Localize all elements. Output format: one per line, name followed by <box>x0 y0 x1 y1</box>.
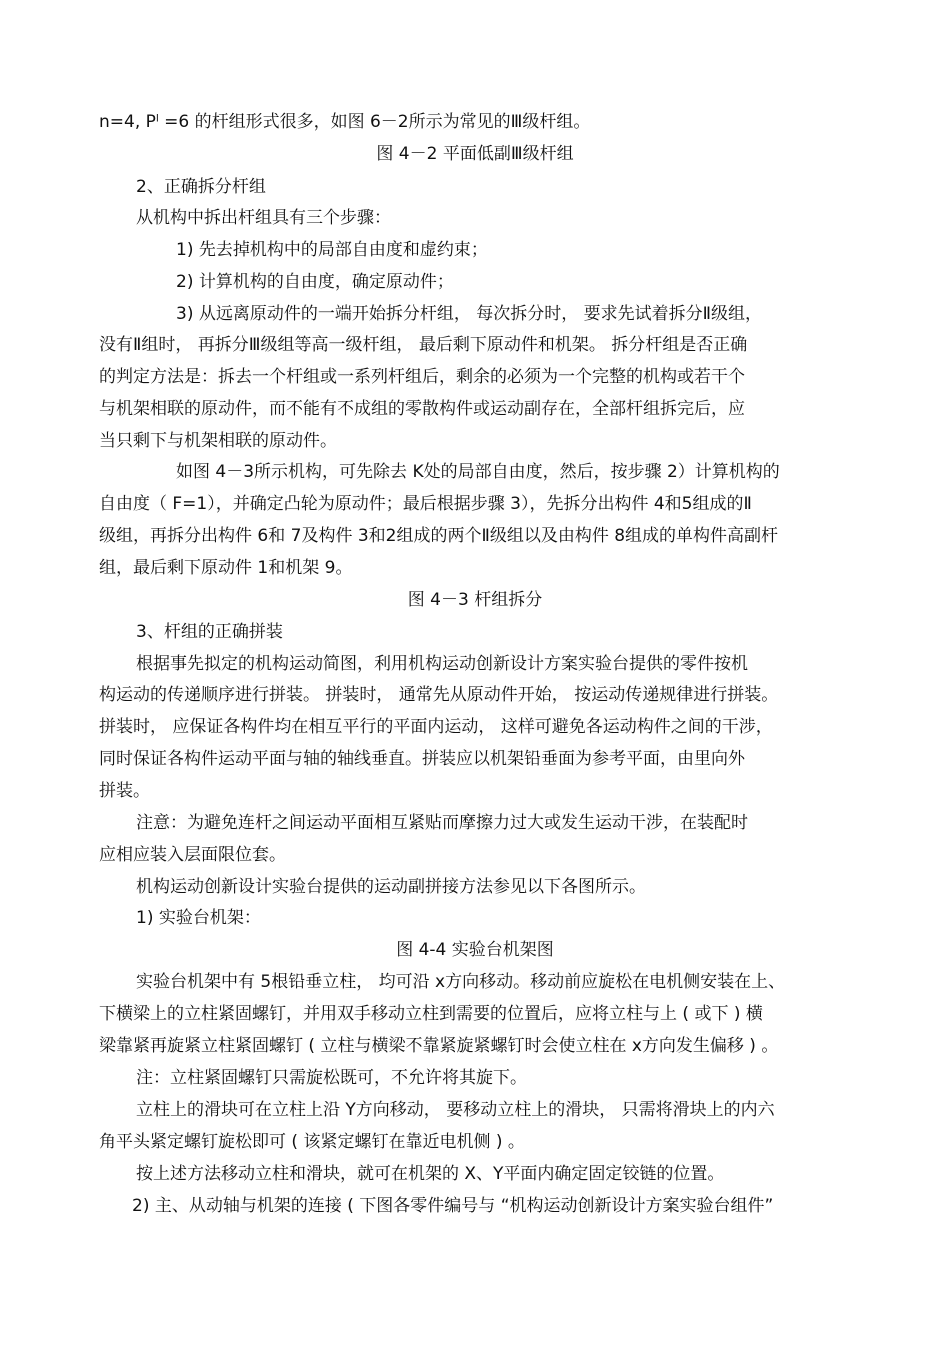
text-line: 同时保证各构件运动平面与轴的轴线垂直。拼装应以机架铅垂面为参考平面，由里向外 <box>99 749 745 769</box>
section-heading: 2、正确拆分杆组 <box>136 177 266 197</box>
text-line: 没有Ⅱ组时， 再拆分Ⅲ级组等高一级杆组， 最后剩下原动件和机架。 拆分杆组是否正确 <box>99 335 748 355</box>
text-line: 与机架相联的原动件，而不能有不成组的零散构件或运动副存在，全部杆组拆完后，应 <box>99 399 745 419</box>
text-line: 根据事先拟定的机构运动简图，利用机构运动创新设计方案实验台提供的零件按机 <box>136 654 748 674</box>
text-line: 当只剩下与机架相联的原动件。 <box>99 431 337 451</box>
text-line: 自由度（ F=1），并确定凸轮为原动件；最后根据步骤 3），先拆分出构件 4和5组成的Ⅱ <box>99 494 752 514</box>
text-line: 角平头紧定螺钉旋松即可 ( 该紧定螺钉在靠近电机侧 ) 。 <box>99 1132 525 1152</box>
text-line: 构运动的传递顺序进行拼装。 拼装时， 通常先从原动件开始， 按运动传递规律进行拼装。 <box>99 685 779 705</box>
text-line: 拼装时， 应保证各构件均在相互平行的平面内运动， 这样可避免各运动构件之间的干涉， <box>99 717 773 737</box>
text-line: 组，最后剩下原动件 1和机架 9。 <box>99 558 353 578</box>
text-line: 梁靠紧再旋紧立柱紧固螺钉 ( 立柱与横梁不靠紧旋紧螺钉时会使立柱在 x方向发生偏移 ) 。 <box>99 1036 779 1056</box>
text-line: 实验台机架中有 5根铅垂立柱， 均可沿 x方向移动。移动前应旋松在电机侧安装在上、 <box>136 972 786 992</box>
list-item: 2) 计算机构的自由度，确定原动件； <box>176 272 454 292</box>
list-item: 1) 先去掉机构中的局部自由度和虚约束； <box>176 240 488 260</box>
figure-caption: 图 4－3 杆组拆分 <box>407 590 543 610</box>
text-line: 按上述方法移动立柱和滑块，就可在机架的 X、Y平面内确定固定铰链的位置。 <box>136 1164 725 1184</box>
text-line: 拼装。 <box>99 781 150 801</box>
text-line: 如图 4－3所示机构，可先除去 K处的局部自由度，然后，按步骤 2）计算机构的 <box>176 462 780 482</box>
text-line: n=4, Pˡ =6 的杆组形式很多，如图 6－2所示为常见的Ⅲ级杆组。 <box>99 112 591 132</box>
note-line: 应相应装入层面限位套。 <box>99 845 286 865</box>
text-line: 下横梁上的立柱紧固螺钉，并用双手移动立柱到需要的位置后，应将立柱与上 ( 或下 ) 横 <box>99 1004 763 1024</box>
text-line: 的判定方法是：拆去一个杆组或一系列杆组后，剩余的必须为一个完整的机构或若干个 <box>99 367 745 387</box>
section-heading: 3、杆组的正确拼装 <box>136 622 283 642</box>
text-line: 机构运动创新设计实验台提供的运动副拼接方法参见以下各图所示。 <box>136 877 646 897</box>
text-line: 从机构中拆出杆组具有三个步骤： <box>136 208 391 228</box>
text-line: 级组，再拆分出构件 6和 7及构件 3和2组成的两个Ⅱ级组以及由构件 8组成的单构件高副杆 <box>99 526 779 546</box>
note-line: 注意：为避免连杆之间运动平面相互紧贴而摩擦力过大或发生运动干涉，在装配时 <box>136 813 748 833</box>
figure-caption: 图 4-4 实验台机架图 <box>396 940 554 960</box>
list-item: 3) 从远离原动件的一端开始拆分杆组， 每次拆分时， 要求先试着拆分Ⅱ级组， <box>176 304 763 324</box>
figure-caption: 图 4－2 平面低副Ⅲ级杆组 <box>376 144 574 164</box>
list-item: 2) 主、从动轴与机架的连接 ( 下图各零件编号与 “机构运动创新设计方案实验台组件” <box>132 1196 774 1216</box>
text-line: 立柱上的滑块可在立柱上沿 Y方向移动， 要移动立柱上的滑块， 只需将滑块上的内六 <box>136 1100 775 1120</box>
list-item: 1) 实验台机架： <box>136 908 261 928</box>
note-line: 注：立柱紧固螺钉只需旋松既可，不允许将其旋下。 <box>136 1068 527 1088</box>
